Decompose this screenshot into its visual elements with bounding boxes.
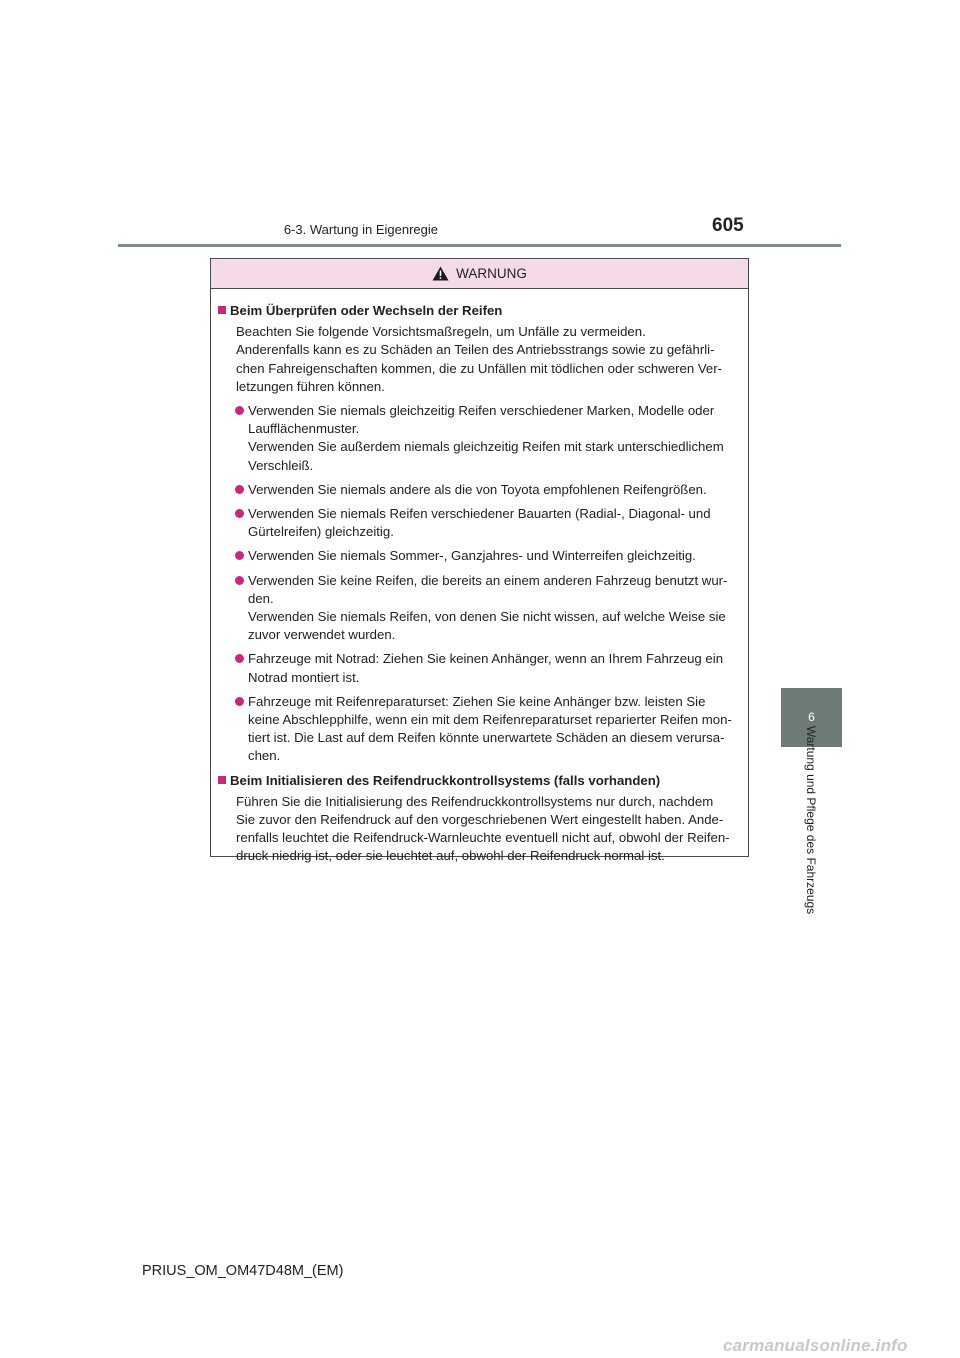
circle-bullet-icon [235, 551, 244, 560]
text-line: keine Abschlepphilfe, wenn ein mit dem Reifenreparaturset reparierter Reifen mon- [248, 712, 732, 728]
text-line: Fahrzeuge mit Notrad: Ziehen Sie keinen Anhänger, wenn an Ihrem Fahrzeug ein [248, 651, 724, 667]
bullet-item [218, 650, 743, 686]
chapter-side-title [801, 725, 821, 915]
text-line: Anderenfalls kann es zu Schäden an Teilen des Antriebsstrangs sowie zu gefährli- [236, 342, 715, 358]
text-line: chen. [248, 748, 281, 764]
circle-bullet-icon [235, 509, 244, 518]
chapter-tab: 6 [781, 688, 842, 747]
circle-bullet-icon [235, 485, 244, 494]
warning-section-heading [218, 302, 743, 320]
text-line: Verschleiß. [248, 457, 314, 473]
section-title: 6-3. Wartung in Eigenregie [283, 222, 438, 237]
section-heading-text: Beim Initialisieren des Reifendruckkontrollsystems (falls vorhanden) [230, 772, 661, 788]
header-divider [118, 244, 841, 247]
text-line: Führen Sie die Initialisierung des Reifendruckkontrollsystems nur durch, nachdem [236, 793, 714, 809]
text-line: renfalls leuchtet die Reifendruck-Warnleuchte eventuell nicht auf, obwohl der Reifen- [236, 830, 730, 846]
watermark: carmanualsonline.info [723, 1336, 908, 1355]
text-line: Laufflächenmuster. [248, 421, 360, 437]
bullet-item [218, 481, 743, 499]
text-line: Verwenden Sie niemals andere als die von Toyota empfohlenen Reifengrößen. [248, 481, 707, 497]
chapter-side-title-text: Wartung und Pflege des Fahrzeugs [804, 725, 818, 915]
warning-header [211, 259, 748, 289]
page-header [0, 0, 744, 240]
bullet-item [218, 547, 743, 565]
bullet-item [218, 505, 743, 541]
warning-triangle-icon [432, 266, 449, 281]
text-line: Verwenden Sie außerdem niemals gleichzeitig Reifen mit stark unterschiedlichem [248, 439, 724, 455]
section-intro [218, 323, 743, 396]
text-line: den. [248, 590, 274, 606]
text-line: Gürtelreifen) gleichzeitig. [248, 524, 394, 540]
text-line: chen Fahreigenschaften kommen, die zu Unfällen mit tödlichen oder schweren Ver- [236, 360, 722, 376]
text-line: druck niedrig ist, oder sie leuchtet auf, obwohl der Reifendruck normal ist. [236, 848, 665, 864]
circle-bullet-icon [235, 654, 244, 663]
circle-bullet-icon [235, 576, 244, 585]
bullet-item [218, 693, 743, 766]
circle-bullet-icon [235, 406, 244, 415]
warning-body [211, 289, 748, 866]
text-line: Verwenden Sie niemals Reifen verschiedener Bauarten (Radial-, Diagonal- und [248, 506, 711, 522]
warning-title: WARNUNG [456, 266, 527, 281]
warning-box [210, 258, 749, 864]
text-line: Fahrzeuge mit Reifenreparaturset: Ziehen Sie keine Anhänger bzw. leisten Sie [248, 693, 706, 709]
page-number: 605 [712, 215, 744, 236]
document-id: PRIUS_OM_OM47D48M_(EM) [142, 1263, 344, 1279]
text-line: Beachten Sie folgende Vorsichtsmaßregeln, um Unfälle zu vermeiden. [236, 324, 646, 340]
section-heading-text: Beim Überprüfen oder Wechseln der Reifen [230, 303, 503, 318]
circle-bullet-icon [235, 697, 244, 706]
square-bullet-icon [218, 306, 226, 314]
bullet-item [218, 402, 743, 475]
text-line: letzungen führen können. [236, 378, 385, 394]
text-line: Verwenden Sie niemals Reifen, von denen Sie nicht wissen, auf welche Weise sie [248, 609, 726, 625]
bullet-item [218, 572, 743, 645]
text-line: zuvor verwendet wurden. [248, 627, 396, 643]
text-line: Verwenden Sie niemals gleichzeitig Reifen verschiedener Marken, Modelle oder [248, 403, 715, 419]
square-bullet-icon [218, 776, 226, 784]
text-line: Verwenden Sie keine Reifen, die bereits an einem anderen Fahrzeug benutzt wur- [248, 572, 728, 588]
warning-section-heading [218, 772, 743, 790]
text-line: Sie zuvor den Reifendruck auf den vorgeschriebenen Wert eingestellt haben. Ande- [236, 812, 724, 828]
section-intro [218, 793, 743, 866]
text-line: Notrad montiert ist. [248, 669, 360, 685]
text-line: Verwenden Sie niemals Sommer-, Ganzjahres- und Winterreifen gleichzeitig. [248, 548, 696, 564]
text-line: tiert ist. Die Last auf dem Reifen könnte unerwartete Schäden an diesem verursa- [248, 730, 725, 746]
